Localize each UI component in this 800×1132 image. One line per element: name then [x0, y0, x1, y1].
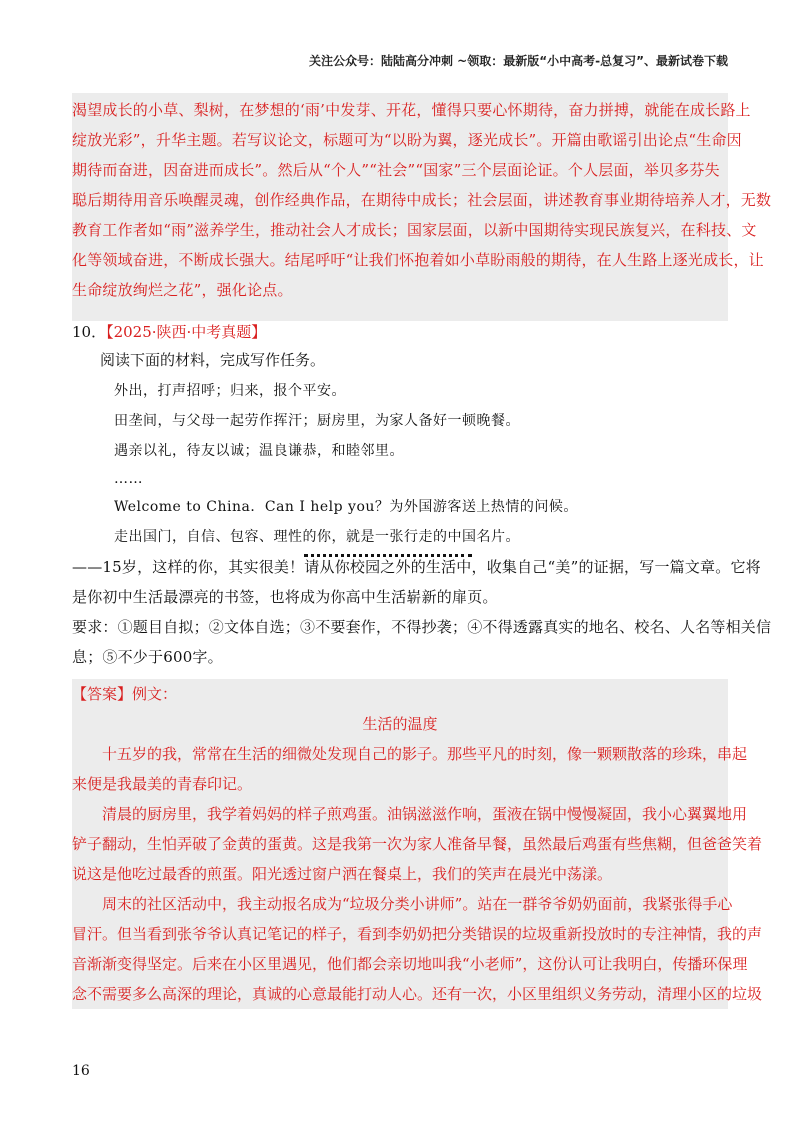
page-number: 16: [72, 1063, 90, 1079]
material-line: 走出国门，自信、包容、理性的你，就是一张行走的中国名片。: [114, 529, 520, 545]
task-prefix: ——15岁，这样的你，其实很美！: [72, 558, 305, 576]
material-line: Welcome to China．Can I help you？为外国游客送上热情的问候。: [114, 499, 578, 515]
essay-line: 说这是他吃过最香的煎蛋。阳光透过窗户洒在餐桌上，我们的笑声在晨光中荡漾。: [72, 865, 613, 883]
requirement-line: 要求：①题目自拟；②文体自选；③不要套作，不得抄袭；④不得透露真实的地名、校名、人名等相关信: [72, 618, 772, 636]
material-line: 遇亲以礼，待友以诚；温良谦恭，和睦邻里。: [114, 443, 404, 459]
question-instruction: 阅读下面的材料，完成写作任务。: [100, 351, 326, 369]
essay-line: 清晨的厨房里，我学着妈妈的样子煎鸡蛋。油锅滋滋作响，蛋液在锅中慢慢凝固，我小心翼翼地用: [102, 805, 748, 823]
task-emphasis: 请从你校园之外的生活中: [304, 554, 471, 576]
previous-answer-block: [72, 93, 772, 321]
text-line: 绽放光彩”，升华主题。若写议论文，标题可为“以盼为翼，逐光成长”。开篇由歌谣引出论点“生命因: [72, 131, 742, 149]
essay-line: 十五岁的我，常常在生活的细微处发现自己的影子。那些平凡的时刻，像一颗颗散落的珍珠，串起: [102, 745, 748, 763]
question-number: 10．: [72, 323, 107, 341]
answer-block: [72, 679, 763, 1009]
essay-title: 生活的温度: [362, 715, 438, 733]
essay-line: 周末的社区活动中，我主动报名成为“垃圾分类小讲师”。站在一群爷爷奶奶面前，我紧张得手心: [102, 895, 733, 913]
requirement-line: 息；⑤不少于600字。: [72, 648, 223, 666]
task-line: [72, 552, 761, 582]
answer-label: 【答案】例文：: [72, 685, 178, 703]
material-line: 外出，打声招呼；归来，报个平安。: [114, 383, 346, 399]
essay-line: 音渐渐变得坚定。后来在小区里遇见，他们都会亲切地叫我“小老师”，这份认可让我明白，传播环保理: [72, 955, 748, 973]
text-line: 化等领域奋进，不断成长强大。结尾呼吁“让我们怀抱着如小草盼雨般的期待，在人生路上逐光成长，让: [72, 251, 764, 269]
essay-line: 铲子翻动，生怕弄破了金黄的蛋黄。这是我第一次为家人准备早餐，虽然最后鸡蛋有些焦糊，但爸爸笑着: [72, 835, 763, 853]
text-line: 聪后期待用音乐唤醒灵魂，创作经典作品，在期待中成长；社会层面，讲述教育事业期待培养人才，无数: [72, 191, 772, 209]
essay-line: 念不需要多么高深的理论，真诚的心意最能打动人心。还有一次，小区里组织义务劳动，清理小区的垃圾: [72, 985, 763, 1003]
writing-task: [72, 552, 761, 612]
text-line: 期待而奋进，因奋进而成长”。然后从“个人”“社会”“国家”三个层面论证。个人层面，举贝多芬失: [72, 161, 720, 179]
essay-line: 冒汗。但当看到张爷爷认真记笔记的样子，看到李奶奶把分类错误的垃圾重新投放时的专注神情，我的声: [72, 925, 763, 943]
task-line: 是你初中生活最漂亮的书签，也将成为你高中生活崭新的扉页。: [72, 588, 498, 606]
material-ellipsis: ……: [114, 471, 143, 487]
text-line: 生命绽放绚烂之花”，强化论点。: [72, 281, 293, 299]
text-line: 渴望成长的小草、梨树，在梦想的‘雨’中发芽、开花，懂得只要心怀期待，奋力拼搏，就能在成长路上: [72, 101, 751, 119]
page-header: 关注公众号：陆陆高分冲刺 ~领取：最新版“小中高考-总复习”、最新试卷下载: [309, 54, 728, 68]
task-suffix: ，收集自己“美”的证据，写一篇文章。它将: [471, 558, 761, 576]
requirements: [72, 612, 772, 672]
question-heading: [72, 319, 266, 345]
question-source: 【2025·陕西·中考真题】: [106, 323, 267, 341]
text-line: 教育工作者如“雨”滋养学生，推动社会人才成长；国家层面，以新中国期待实现民族复兴，在科技、文: [72, 221, 757, 239]
essay-line: 来便是我最美的青春印记。: [72, 775, 253, 793]
material-line: 田垄间，与父母一起劳作挥汗；厨房里，为家人备好一顿晚餐。: [114, 413, 520, 429]
